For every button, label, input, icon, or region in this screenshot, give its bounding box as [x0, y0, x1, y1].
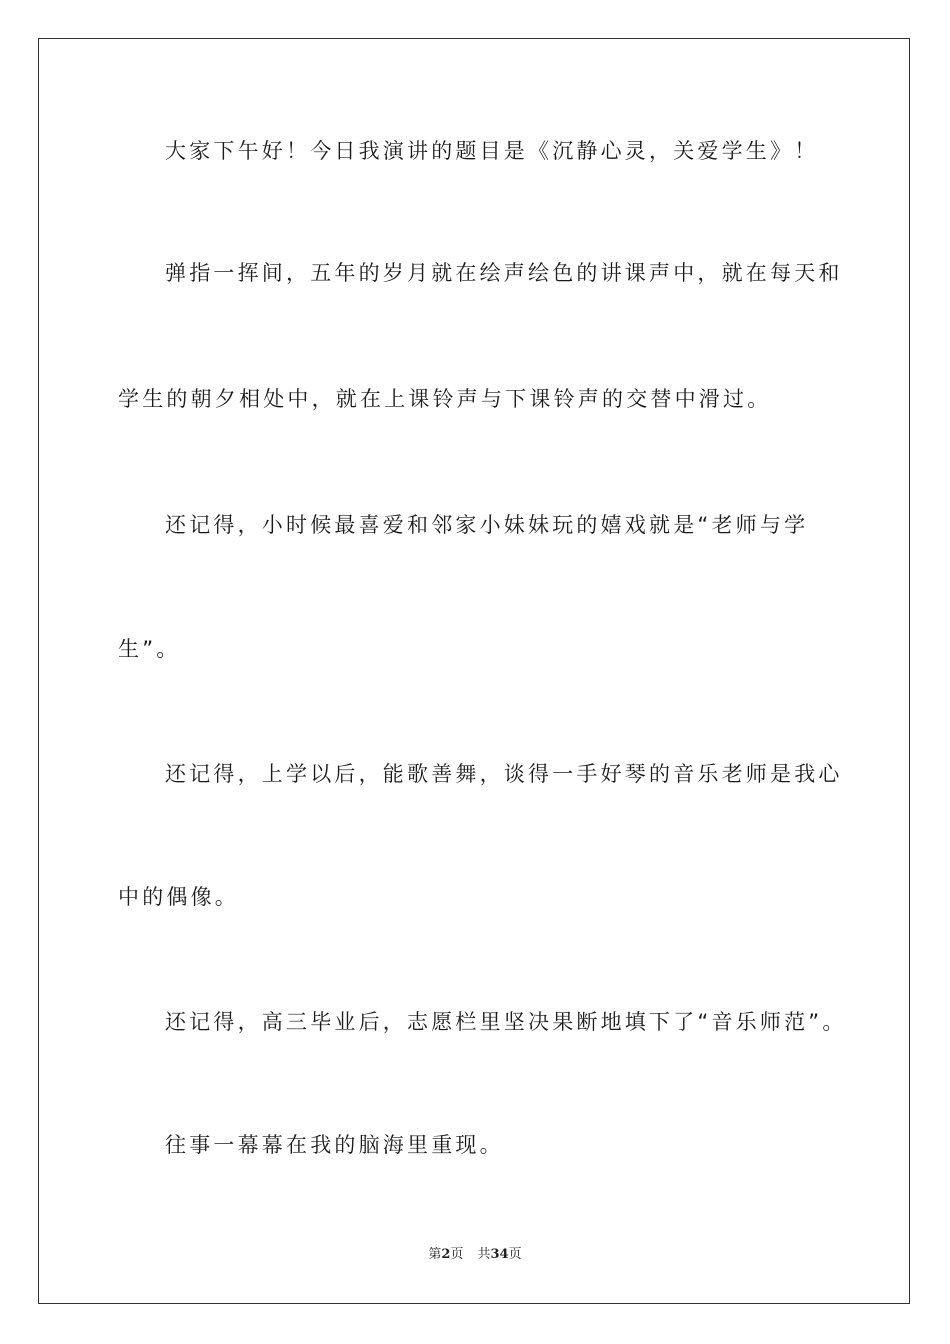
- paragraph-line: 往事一幕幕在我的脑海里重现。: [165, 1133, 504, 1157]
- page-prefix: 第: [428, 1247, 442, 1262]
- paragraph-line: 弹指一挥间，五年的岁月就在绘声绘色的讲课声中，就在每天和: [165, 261, 843, 285]
- paragraph-line: 中的偶像。: [118, 885, 239, 909]
- paragraph-line: 生”。: [118, 637, 181, 661]
- paragraph-line: 大家下午好！今日我演讲的题目是《沉静心灵，关爱学生》！: [165, 139, 819, 163]
- page-border: [38, 38, 910, 1304]
- page-unit: 页: [450, 1247, 464, 1262]
- paragraph-line: 还记得，上学以后，能歌善舞，谈得一手好琴的音乐老师是我心: [165, 762, 843, 786]
- page-number: 2: [441, 1247, 451, 1262]
- total-prefix: 共: [477, 1247, 491, 1262]
- page-footer: [0, 1245, 950, 1265]
- total-pages: 34: [490, 1247, 509, 1262]
- paragraph-line: 学生的朝夕相处中，就在上课铃声与下课铃声的交替中滑过。: [118, 387, 772, 411]
- paragraph-line: 还记得，高三毕业后，志愿栏里坚决果断地填下了“音乐师范”。: [165, 1010, 847, 1034]
- total-unit: 页: [508, 1247, 522, 1262]
- paragraph-line: 还记得，小时候最喜爱和邻家小妹妹玩的嬉戏就是“老师与学: [165, 513, 809, 537]
